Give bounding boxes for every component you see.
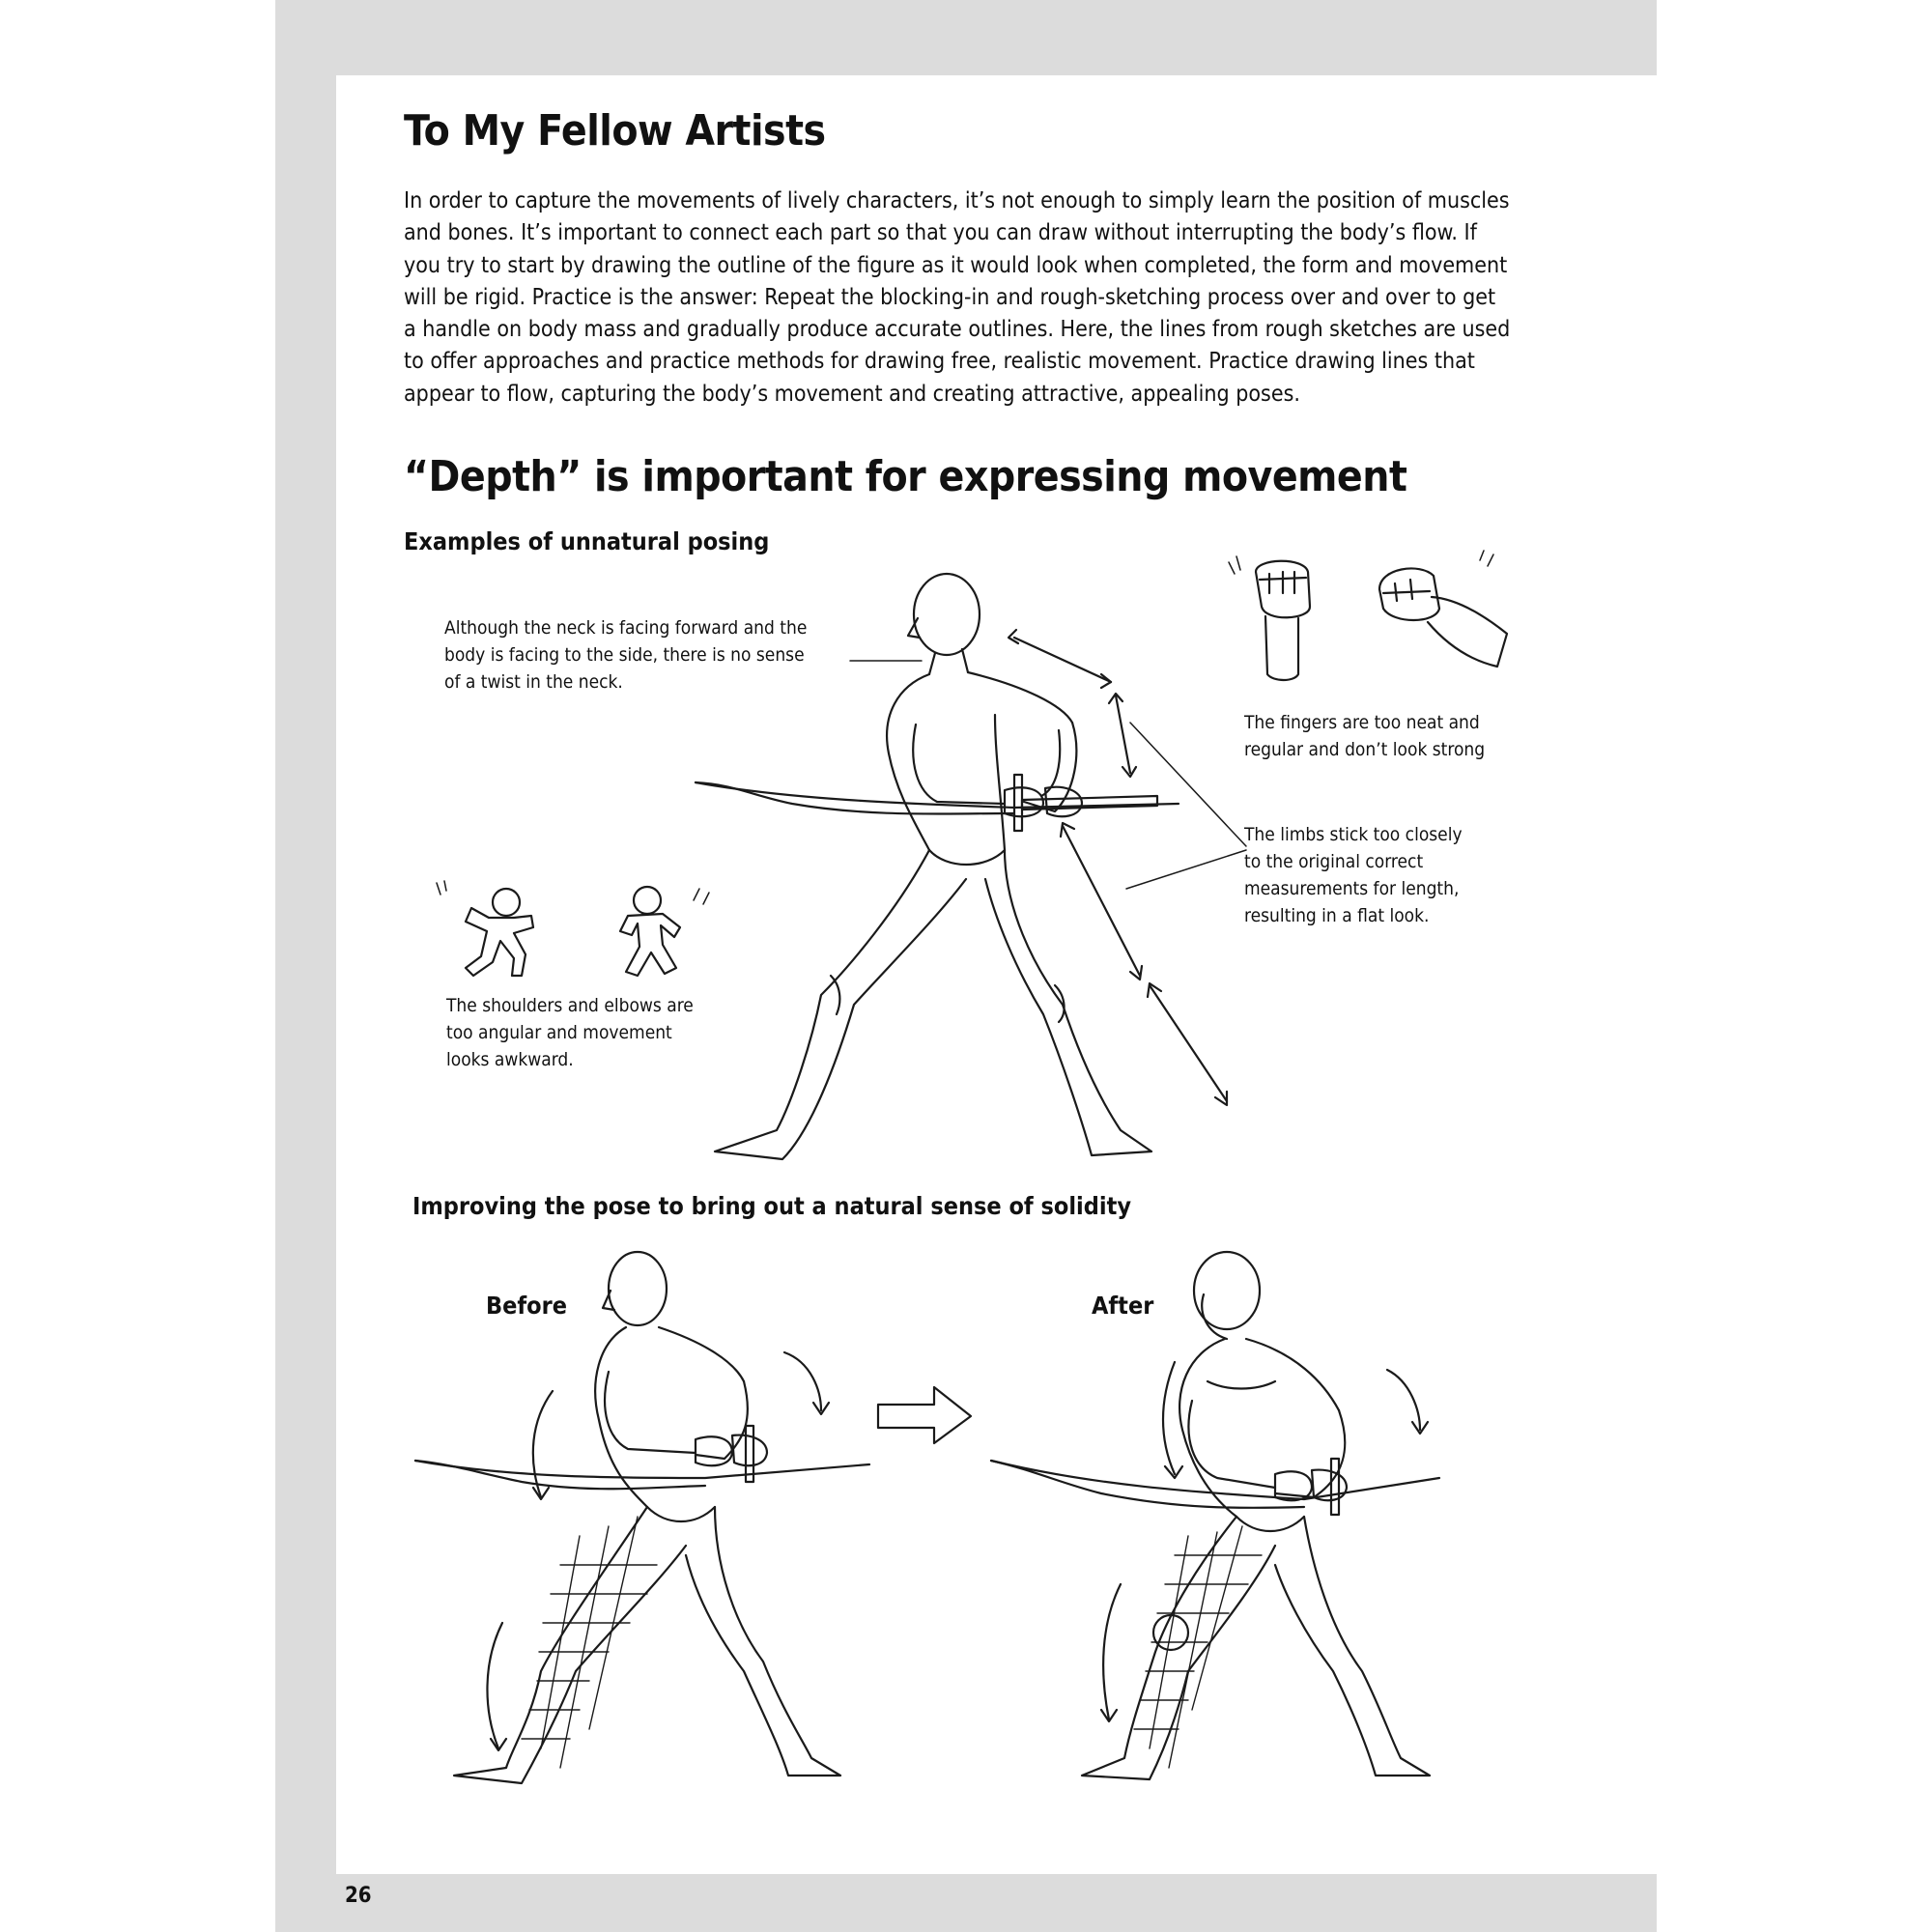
section-heading: “Depth” is important for expressing movement [404,452,1407,501]
intro-line: In order to capture the movements of lively characters, it’s not enough to simply learn the position of muscles [404,188,1510,213]
caption-line: measurements for length, [1244,878,1460,899]
intro-line: to offer approaches and practice methods for drawing free, realistic movement. Practice drawing lines that [404,349,1475,375]
subheading-improving: Improving the pose to bring out a natural sense of solidity [412,1192,1131,1220]
label-after: After [1092,1292,1154,1320]
subheading-unnatural: Examples of unnatural posing [404,527,770,555]
caption-line: body is facing to the side, there is no sense [444,644,805,666]
intro-line: appear to flow, capturing the body’s movement and creating attractive, appealing poses. [404,381,1300,407]
caption-line: Although the neck is facing forward and the [444,617,808,639]
caption-line: to the original correct [1244,851,1424,872]
after-pose-figure [985,1246,1546,1787]
intro-line: a handle on body mass and gradually produce accurate outlines. Here, the lines from rough sketches are used [404,317,1511,343]
caption-line: regular and don’t look strong [1244,739,1486,760]
label-before: Before [486,1292,567,1320]
intro-line: you try to start by drawing the outline of the figure as it would look when completed, the form and movement [404,252,1508,278]
before-pose-figure [406,1246,889,1787]
caption-line: The shoulders and elbows are [446,995,694,1016]
fist-front-icon [1227,549,1343,694]
unnatural-pose-figure [676,560,1294,1179]
caption-line: too angular and movement [446,1022,672,1043]
intro-line: and bones. It’s important to connect each part so that you can draw without interrupting the body’s flow. If [404,220,1477,246]
page-title: To My Fellow Artists [404,106,826,156]
caption-line: of a twist in the neck. [444,671,623,693]
angular-stick-figures [433,879,723,985]
page-number: 26 [345,1884,372,1908]
intro-line: will be rigid. Practice is the answer: Repeat the blocking-in and rough-sketching process over and over to get [404,284,1496,310]
caption-line: The fingers are too neat and [1244,712,1480,733]
caption-line: resulting in a flat look. [1244,905,1430,926]
transition-arrow-icon [874,1381,980,1449]
caption-line: looks awkward. [446,1049,574,1070]
fist-side-icon [1372,541,1517,686]
intro-paragraph [404,185,1650,411]
caption-line: The limbs stick too closely [1244,824,1463,845]
